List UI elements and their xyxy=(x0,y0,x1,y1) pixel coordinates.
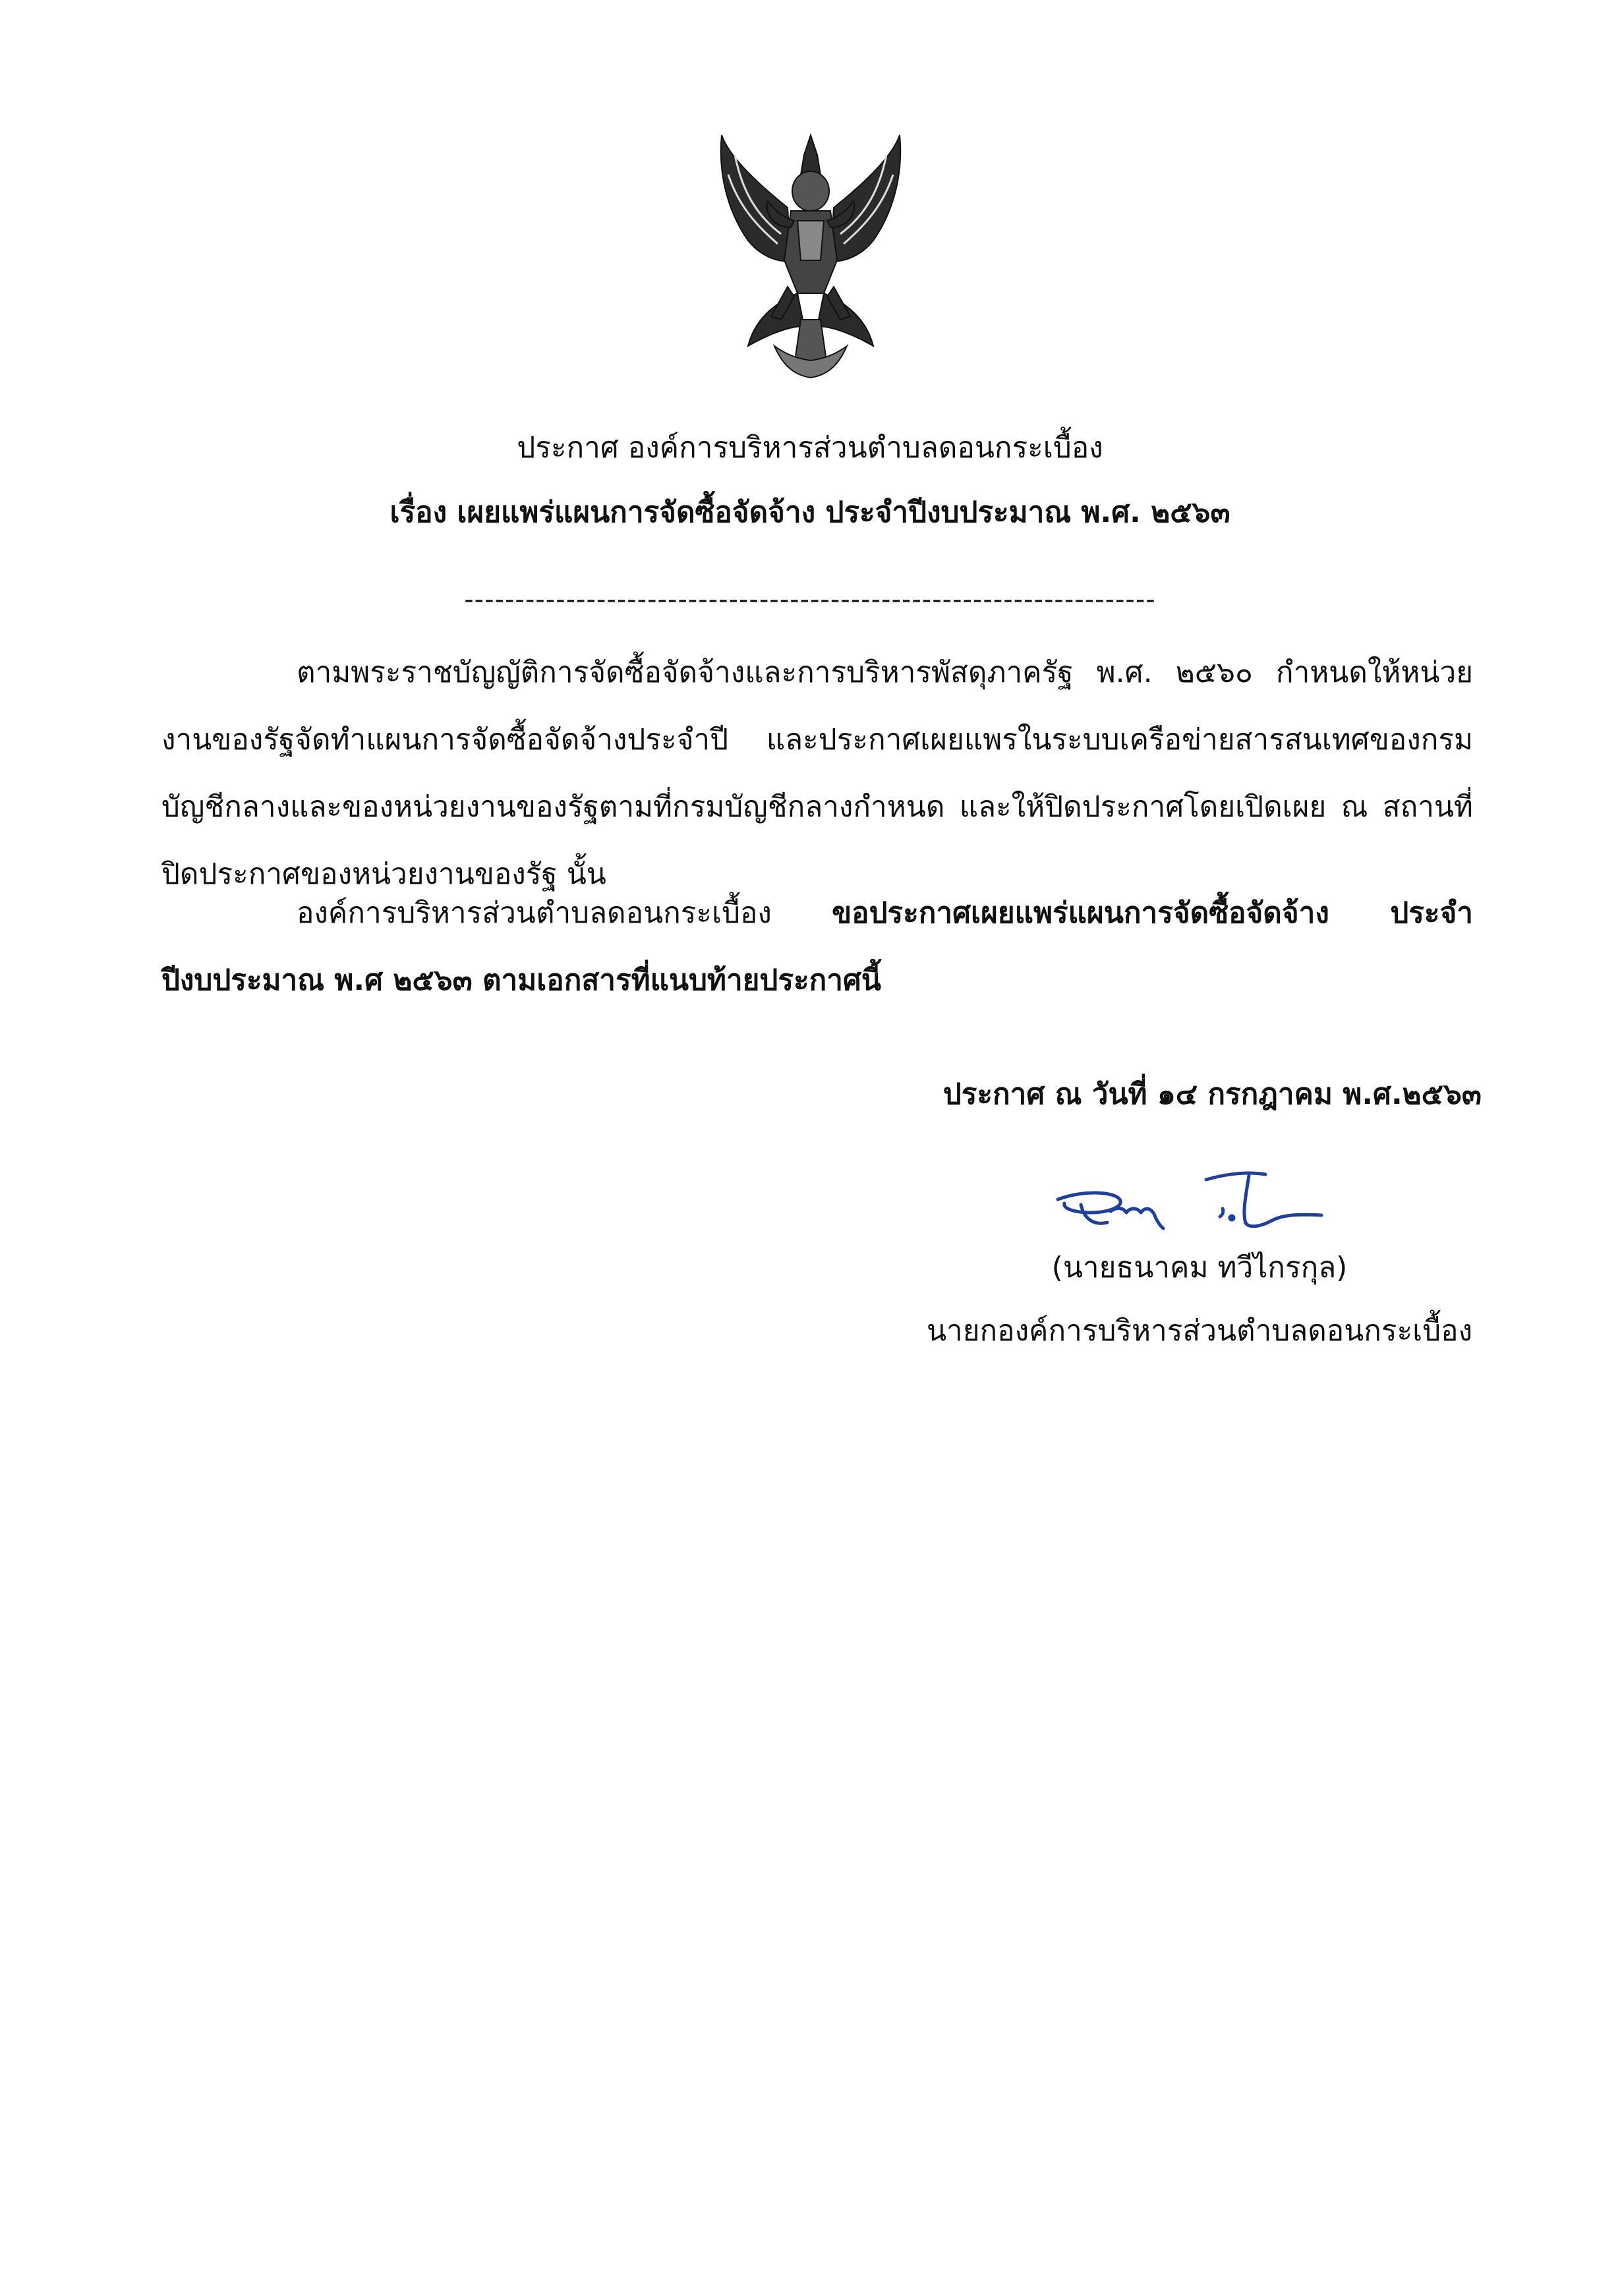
body-paragraph-2 xyxy=(161,880,1473,1014)
handwritten-signature xyxy=(1045,1160,1374,1246)
organization-name: องค์การบริหารส่วนตำบลดอนกระเบื้อง xyxy=(297,896,832,930)
announcement-subject: เรื่อง เผยแพร่แผนการจัดซื้อจัดจ้าง ประจำปีงบประมาณ พ.ศ. ๒๕๖๓ xyxy=(390,496,1230,529)
body-paragraph-1: ตามพระราชบัญญัติการจัดซื้อจัดจ้างและการบริหารพัสดุภาครัฐ พ.ศ. ๒๕๖๐ กำหนดให้หน่วยงานของรัฐจัดทำแผนการจัดซื้อจัดจ้างประจำปี และประกาศเผยแพรในระบบเครือข่ายสารสนเทศของกรมบัญชีกลางและของหน่วยงานของรัฐตามที่กรมบัญชีกลางกำหนด และให้ปิดประกาศโดยเปิดเผย ณ สถานที่ปิดประกาศของหน่วยงานของรัฐ นั้น xyxy=(161,656,1473,891)
signer-name: (นายธนาคม ทวีไกรกุล) xyxy=(1051,1251,1348,1284)
signer-position: นายกองค์การบริหารส่วนตำบลดอนกระเบื้อง xyxy=(926,1314,1473,1348)
announcement-date: ประกาศ ณ วันที่ ๑๔ กรกฎาคม พ.ศ.๒๕๖๓ xyxy=(942,1077,1482,1111)
separator-line: -------------------------------------------------------------------- xyxy=(464,585,1156,615)
announcement-title: ประกาศ องค์การบริหารส่วนตำบลดอนกระเบื้อง xyxy=(517,431,1103,465)
garuda-emblem-icon xyxy=(709,129,913,379)
announcement-statement: ขอประกาศเผยแพร่แผนการจัดซื้อจัดจ้าง ประจำปีงบประมาณ พ.ศ ๒๕๖๓ ตามเอกสารที่แนบท้ายประกาศนี้ xyxy=(161,896,1473,997)
